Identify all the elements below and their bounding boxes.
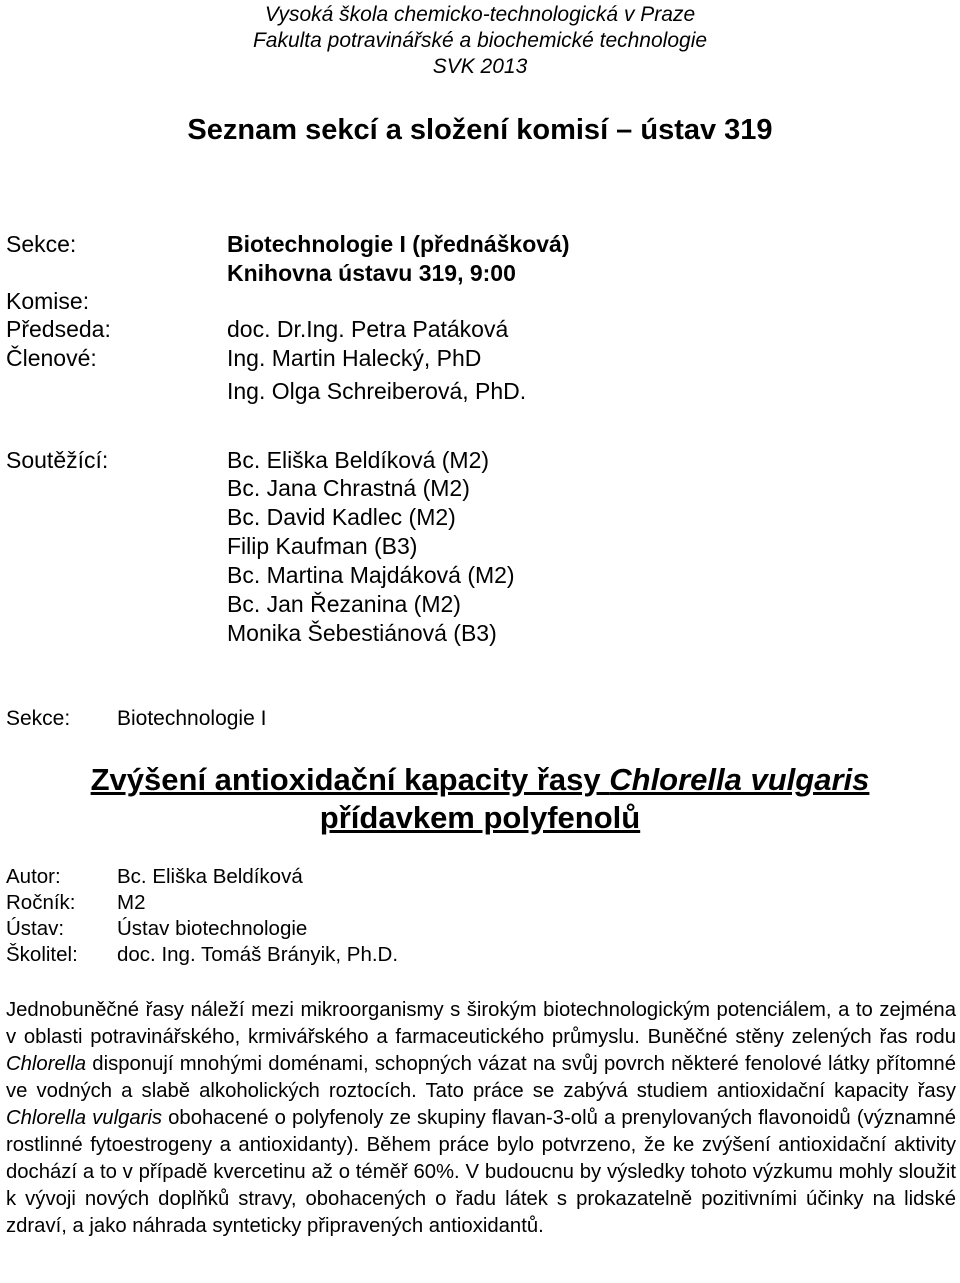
competitor-name: Monika Šebestiánová (B3) <box>227 620 497 646</box>
institute-label: Ústav: <box>6 917 65 940</box>
section-place-time: Knihovna ústavu 319, 9:00 <box>227 260 516 286</box>
year-value: M2 <box>117 891 146 914</box>
member-name: Ing. Martin Halecký, PhD <box>227 345 482 371</box>
author-value: Bc. Eliška Beldíková <box>117 865 303 888</box>
paper-title-text: Zvýšení antioxidační kapacity řasy <box>90 762 610 797</box>
competitors-label: Soutěžící: <box>6 447 109 473</box>
section-name: Biotechnologie I (přednášková) <box>227 231 570 257</box>
paper-title-line1 <box>0 760 960 800</box>
committee-label: Komise: <box>6 288 90 314</box>
abstract-paragraph <box>6 997 956 1240</box>
competitor-name: Bc. Martina Majdáková (M2) <box>227 562 515 588</box>
abstract-genus: Chlorella <box>6 1053 87 1075</box>
section2-name: Biotechnologie I <box>117 707 267 730</box>
abstract-text: disponují mnohými doménami, schopných vázat na svůj povrch některé fenolové látky přítomné ve vodných a slabě alkoholických roztocích. Tato práce se zabývá studiem antioxidační kapacity řasy <box>6 1053 956 1102</box>
paper-title-line2: přídavkem polyfenolů <box>319 800 641 835</box>
members-label: Členové: <box>6 345 97 371</box>
author-label: Autor: <box>6 865 61 888</box>
competitor-name: Bc. Jan Řezanina (M2) <box>227 591 461 617</box>
chair-name: doc. Dr.Ing. Petra Patáková <box>227 316 509 342</box>
competitor-name: Bc. Jana Chrastná (M2) <box>227 475 470 501</box>
competitor-name: Bc. David Kadlec (M2) <box>227 504 456 530</box>
abstract-species: Chlorella vulgaris <box>6 1107 163 1129</box>
abstract-text: Jednobuněčné řasy náleží mezi mikroorganismy s širokým biotechnologickým potenciálem, a to zejména v oblasti potravinářského, krmivářského a farmaceutického průmyslu. Buněčné stěny zelených řas rodu <box>6 999 956 1048</box>
page-title: Seznam sekcí a složení komisí – ústav 319 <box>187 114 773 146</box>
university-name: Vysoká škola chemicko-technologická v Praze <box>264 3 696 26</box>
abstract-text: obohacené o polyfenoly ze skupiny flavan-3-olů a prenylovaných flavonoidů (významné rostlinné fytoestrogeny a antioxidanty). Během práce bylo potvrzeno, že ke zvýšení antioxidační aktivity dochází a to v případě kvercetinu až o téměř 60%. V budoucnu by výsledky tohoto výzkumu mohly sloužit k vývoji nových doplňků stravy, obohacených o řadu látek s prokazatelně pozitivními účinky na lidské zdraví, a jako náhrada synteticky připravených antioxidantů. <box>6 1107 957 1237</box>
competitor-name: Bc. Eliška Beldíková (M2) <box>227 447 490 473</box>
competitor-name: Filip Kaufman (B3) <box>227 533 418 559</box>
chair-label: Předseda: <box>6 316 111 342</box>
conference-name: SVK 2013 <box>432 55 528 78</box>
section2-label: Sekce: <box>6 707 71 730</box>
year-label: Ročník: <box>6 891 76 914</box>
supervisor-label: Školitel: <box>6 943 78 966</box>
supervisor-value: doc. Ing. Tomáš Brányik, Ph.D. <box>117 943 399 966</box>
institute-value: Ústav biotechnologie <box>117 917 308 940</box>
faculty-name: Fakulta potravinářské a biochemické technologie <box>252 29 708 52</box>
member-name: Ing. Olga Schreiberová, PhD. <box>227 378 527 404</box>
section-label: Sekce: <box>6 231 77 257</box>
paper-title-species: Chlorella vulgaris <box>609 762 870 797</box>
